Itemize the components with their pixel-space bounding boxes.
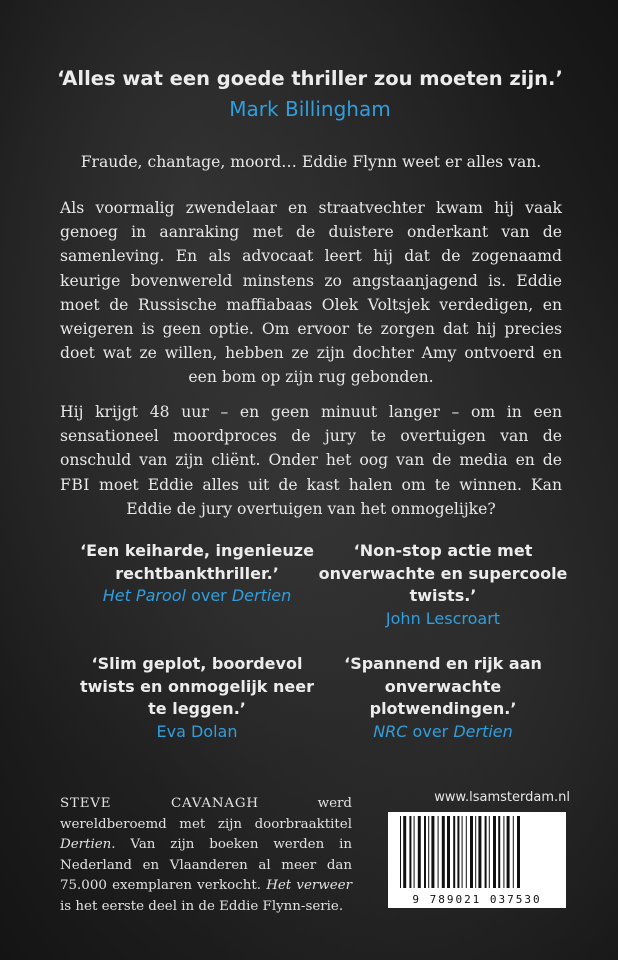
barcode-bar (493, 816, 496, 888)
top-quote (40, 64, 580, 124)
barcode-bars (394, 816, 560, 888)
synopsis-part-b: moet Eddie alles uit de kast halen om te winnen. Kan Eddie de jury overtuigen van het onmogelijke? (89, 475, 562, 518)
bio-text: . Van zijn boeken werden in Nederland en Vlaanderen al meer dan 75.000 exemplaren verkocht. (60, 837, 352, 893)
barcode-bar (447, 816, 450, 888)
fbi-acronym: FBI (60, 475, 90, 494)
review-source (72, 585, 322, 608)
barcode-bar (466, 816, 467, 888)
barcode-bar (470, 816, 473, 888)
review-source-connector: over (407, 721, 454, 741)
barcode-bar (489, 816, 490, 888)
publisher-url: www.lsamsterdam.nl (434, 790, 570, 805)
review-source (318, 721, 568, 744)
review-source: Eva Dolan (156, 721, 238, 741)
top-quote-attribution: Mark Billingham (229, 97, 391, 121)
barcode-bar (438, 816, 439, 888)
barcode-bar (478, 816, 481, 888)
review-quote-text: ‘Slim geplot, boordevol twists en onmogelijk neer te leggen.’ (80, 654, 314, 718)
review-quote-text: ‘Een keiharde, ingenieuze rechtbankthriller.’ (80, 541, 314, 583)
isbn-number: 9 789021 037530 (412, 893, 542, 906)
bio-text: werd wereldberoemd met zijn doorbraaktitel (60, 796, 352, 832)
isbn-barcode (388, 812, 566, 908)
review-quote-text: ‘Non-stop actie met onverwachte en supercoole twists.’ (318, 541, 568, 605)
synopsis-paragraph-1: Als voormalig zwendelaar en straatvechter kwam hij vaak genoeg in aanraking met de duistere onderkant van de samenleving. En als advocaat leert hij dat de zogenaamd keurige bovenwereld minstens zo angstaanjagend is. Eddie moet de Russische maffiabaas Olek Voltsjek verdedigen, en weigeren is geen optie. Om ervoor te zorgen dat hij precies doet wat ze willen, hebben ze zijn dochter Amy ontvoerd en een bom op zijn rug gebonden. (60, 199, 562, 387)
author-name: STEVE CAVANAGH (60, 796, 259, 811)
barcode-bar (462, 816, 463, 888)
review-source: John Lescroart (385, 608, 501, 628)
barcode-bar (453, 816, 455, 888)
review-quote (72, 540, 322, 608)
top-quote-text: ‘Alles wat een goede thriller zou moeten zijn.’ (57, 67, 563, 90)
barcode-bar (418, 816, 421, 888)
barcode-bar (507, 816, 510, 888)
barcode-bar (517, 816, 520, 888)
synopsis-paragraph-2 (60, 400, 562, 521)
barcode-bar (457, 816, 459, 888)
barcode-bar (475, 816, 476, 888)
review-source-title: Dertien (231, 586, 292, 605)
synopsis-part-a: Hij krijgt 48 uur – en geen minuut langer – om in een sensationeel moordproces de jury te overtuigen van de onschuld van zijn cliënt. Onder het oog van de media en de (60, 403, 562, 470)
barcode-bar (503, 816, 504, 888)
barcode-bar (513, 816, 514, 888)
review-source-publication: NRC (373, 721, 408, 741)
barcode-bar (442, 816, 445, 888)
bio-book-title: Dertien (60, 837, 112, 852)
barcode-bar (485, 816, 487, 888)
intro-paragraph: Fraude, chantage, moord… Eddie Flynn weet er alles van. (80, 153, 542, 171)
review-quote (318, 653, 568, 743)
bio-book-title: Het verweer (266, 878, 352, 893)
barcode-bar (414, 816, 415, 888)
barcode-bar (431, 816, 434, 888)
barcode-bar (428, 816, 429, 888)
author-bio (60, 794, 352, 917)
barcode-bar (409, 816, 411, 888)
barcode-bar (498, 816, 500, 888)
review-source-connector: over (185, 586, 232, 605)
review-quote (318, 540, 568, 630)
review-source-title: Dertien (453, 721, 513, 741)
review-quote (72, 653, 322, 743)
review-quote-text: ‘Spannend en rijk aan onverwachte plotwendingen.’ (344, 654, 542, 718)
review-source-publication: Het Parool (102, 586, 186, 605)
barcode-bar (424, 816, 426, 888)
barcode-bar (400, 816, 401, 888)
bio-text: is het eerste deel in de Eddie Flynn-serie. (60, 898, 344, 914)
barcode-bar (403, 816, 406, 888)
